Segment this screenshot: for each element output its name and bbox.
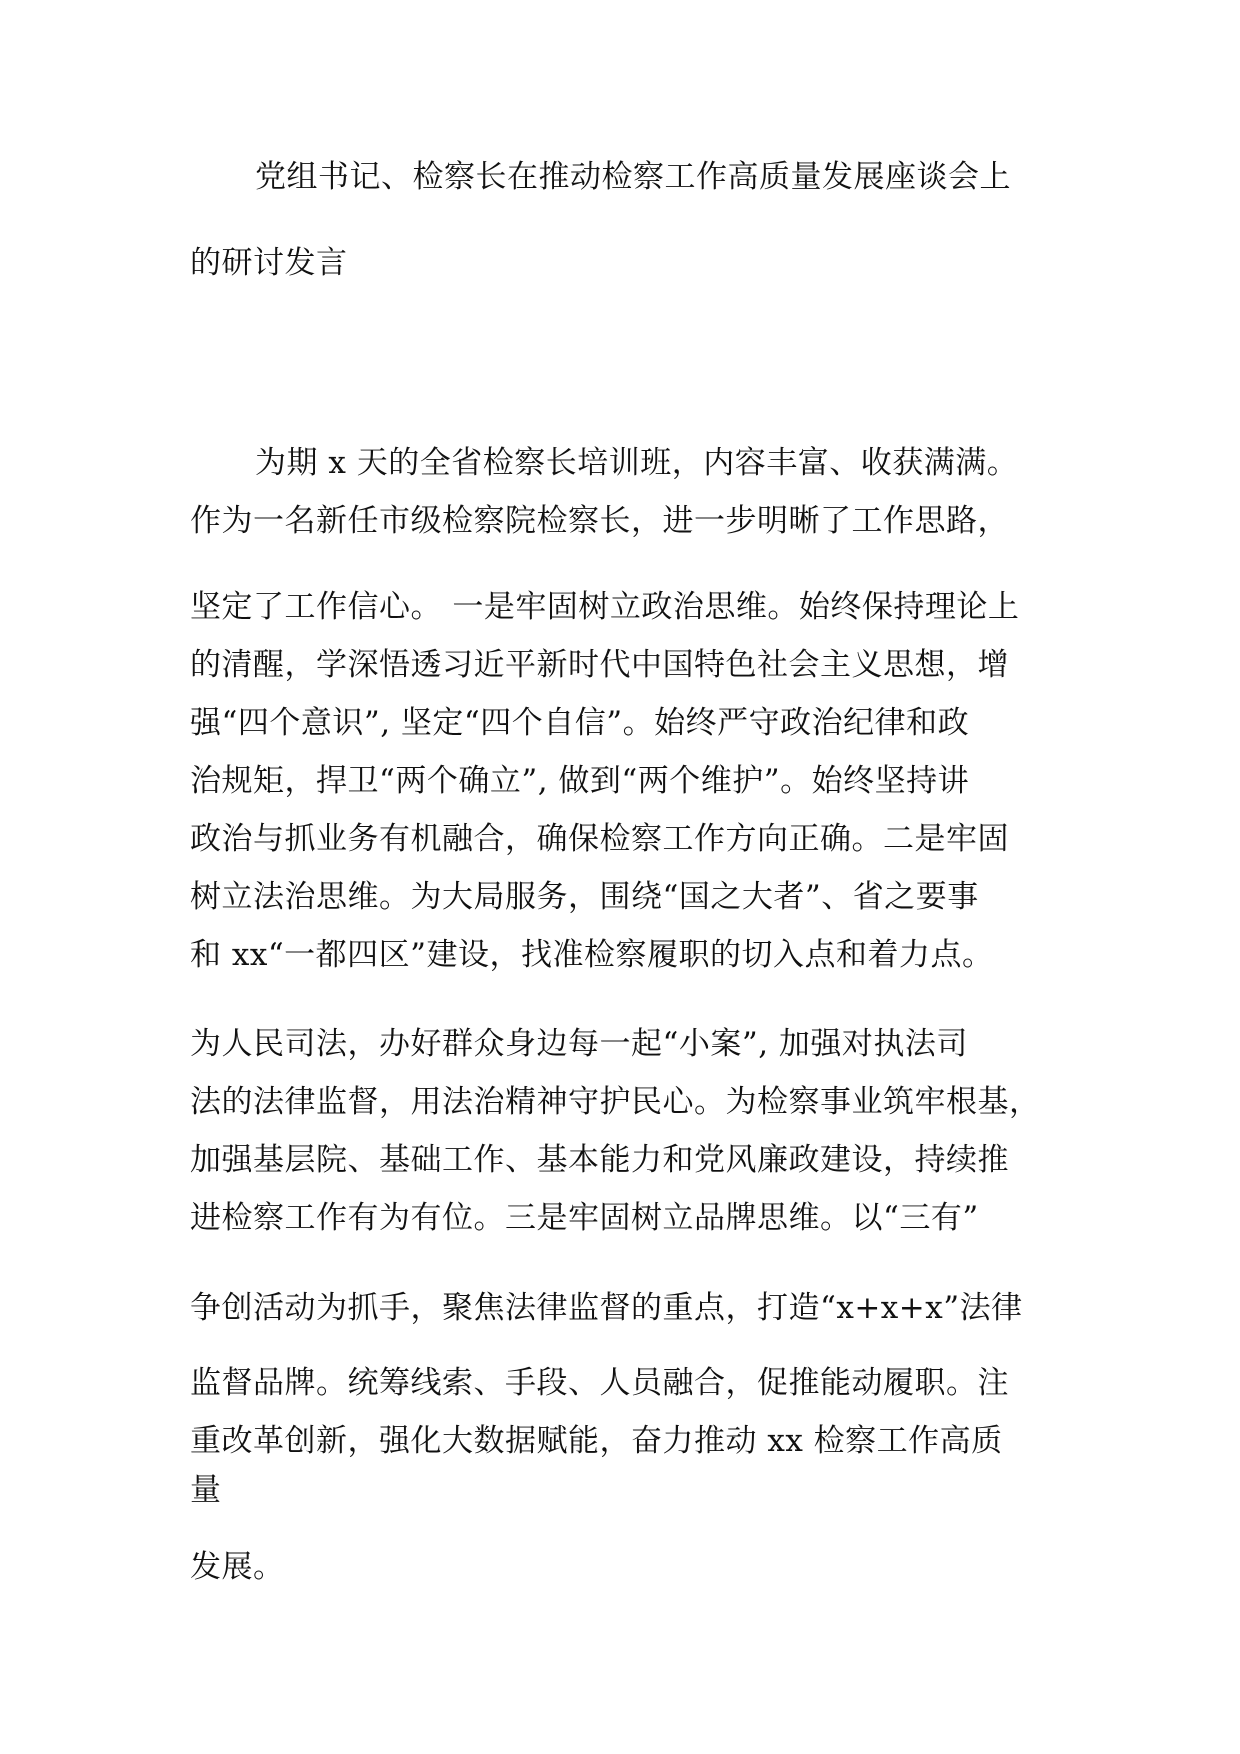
- body-line: 发展。: [190, 1549, 285, 1585]
- title-line-2: 的研讨发言: [190, 245, 348, 281]
- body-line: 重改革创新，强化大数据赋能，奋力推动 xx 检察工作高质: [190, 1423, 1003, 1459]
- body-line: 治规矩，捍卫“两个确立”, 做到“两个维护”。始终坚持讲: [190, 763, 970, 799]
- title-line-1: 党组书记、检察长在推动检察工作高质量发展座谈会上: [255, 159, 1011, 195]
- body-line: 强“四个意识”, 坚定“四个自信”。始终严守政治纪律和政: [190, 705, 970, 741]
- body-line: 争创活动为抓手，聚焦法律监督的重点，打造“x+x+x”法律: [190, 1290, 1023, 1326]
- body-line: 为人民司法，办好群众身边每一起“小案”, 加强对执法司: [190, 1026, 968, 1062]
- body-line: 和 xx“一都四区”建设，找准检察履职的切入点和着力点。: [190, 937, 994, 973]
- body-line: 监督品牌。统筹线索、手段、人员融合，促推能动履职。注: [190, 1365, 1009, 1401]
- body-line: 进检察工作有为有位。三是牢固树立品牌思维。以“三有”: [190, 1200, 979, 1236]
- body-line: 树立法治思维。为大局服务，围绕“国之大者”、省之要事: [190, 879, 979, 915]
- body-line: 坚定了工作信心。 一是牢固树立政治思维。始终保持理论上: [190, 589, 1020, 625]
- body-line: 法的法律监督，用法治精神守护民心。为检察事业筑牢根基，: [190, 1084, 1041, 1120]
- body-line: 的清醒，学深悟透习近平新时代中国特色社会主义思想，增: [190, 647, 1009, 683]
- body-line: 作为一名新任市级检察院检察长，进一步明晰了工作思路，: [190, 503, 1009, 539]
- body-line: 为期 x 天的全省检察长培训班，内容丰富、收获满满。: [255, 445, 1019, 481]
- body-line: 量: [190, 1472, 222, 1508]
- body-line: 加强基层院、基础工作、基本能力和党风廉政建设，持续推: [190, 1142, 1009, 1178]
- body-line: 政治与抓业务有机融合，确保检察工作方向正确。二是牢固: [190, 821, 1009, 857]
